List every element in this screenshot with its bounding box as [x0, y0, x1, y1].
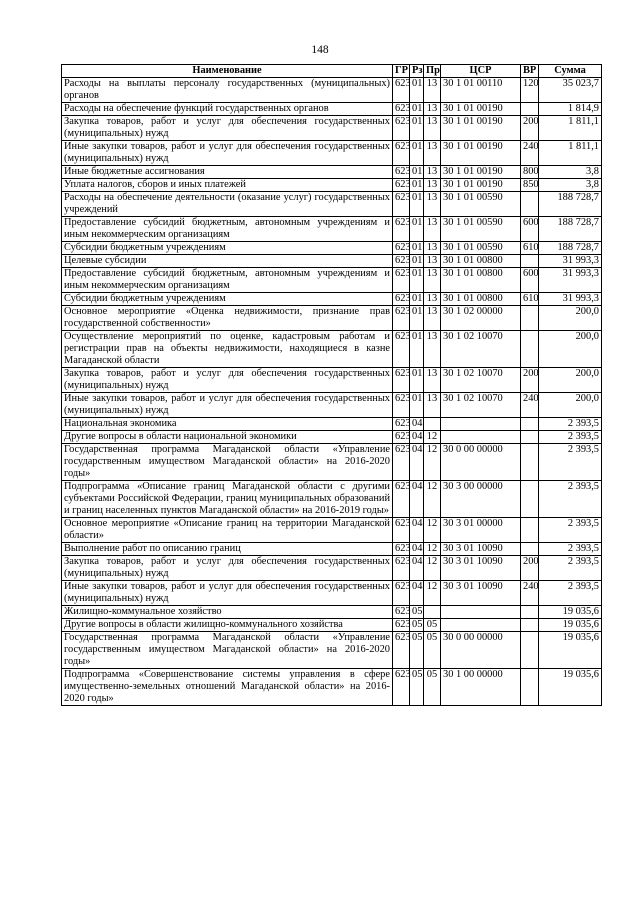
cell-pr: 13 [424, 293, 441, 306]
table-row [62, 268, 602, 293]
cell-pr: 13 [424, 368, 441, 393]
cell-gr: 623 [393, 368, 410, 393]
cell-csr [441, 606, 521, 619]
table-row [62, 669, 602, 706]
cell-rz: 04 [410, 518, 424, 543]
cell-name: Расходы на обеспечение функций государственных органов [62, 103, 393, 116]
cell-csr [441, 619, 521, 632]
cell-vr [521, 192, 539, 217]
page-number: 148 [311, 44, 329, 56]
cell-sum: 2 393,5 [539, 543, 602, 556]
cell-vr [521, 543, 539, 556]
cell-gr: 623 [393, 242, 410, 255]
cell-rz: 01 [410, 78, 424, 103]
cell-rz: 01 [410, 331, 424, 368]
cell-csr: 30 1 00 00000 [441, 669, 521, 706]
cell-vr [521, 418, 539, 431]
cell-gr: 623 [393, 103, 410, 116]
table-row [62, 543, 602, 556]
cell-vr [521, 632, 539, 669]
cell-rz: 01 [410, 179, 424, 192]
cell-sum: 2 393,5 [539, 431, 602, 444]
cell-vr: 240 [521, 581, 539, 606]
cell-name: Субсидии бюджетным учреждениям [62, 242, 393, 255]
cell-sum: 188 728,7 [539, 217, 602, 242]
header-sum: Сумма [539, 65, 602, 78]
cell-pr: 13 [424, 331, 441, 368]
cell-rz: 01 [410, 306, 424, 331]
cell-rz: 05 [410, 619, 424, 632]
cell-csr: 30 1 02 10070 [441, 331, 521, 368]
cell-sum: 2 393,5 [539, 556, 602, 581]
cell-sum: 31 993,3 [539, 268, 602, 293]
cell-rz: 04 [410, 431, 424, 444]
cell-vr: 200 [521, 368, 539, 393]
cell-sum: 1 814,9 [539, 103, 602, 116]
cell-vr: 240 [521, 141, 539, 166]
cell-pr: 12 [424, 481, 441, 518]
table-row [62, 306, 602, 331]
cell-csr: 30 0 00 00000 [441, 444, 521, 481]
table-row [62, 581, 602, 606]
cell-pr: 13 [424, 306, 441, 331]
table-row [62, 293, 602, 306]
cell-rz: 01 [410, 103, 424, 116]
cell-vr [521, 606, 539, 619]
cell-vr: 850 [521, 179, 539, 192]
cell-vr [521, 255, 539, 268]
cell-csr: 30 1 02 10070 [441, 393, 521, 418]
cell-name: Иные закупки товаров, работ и услуг для обеспечения государственных (муниципальных) нужд [62, 393, 393, 418]
table-row [62, 116, 602, 141]
table-row [62, 393, 602, 418]
cell-gr: 623 [393, 141, 410, 166]
cell-vr: 120 [521, 78, 539, 103]
cell-sum: 1 811,1 [539, 141, 602, 166]
cell-csr: 30 1 01 00190 [441, 103, 521, 116]
cell-csr: 30 3 01 10090 [441, 581, 521, 606]
cell-name: Осуществление мероприятий по оценке, кадастровым работам и регистрации прав на объекты недвижимости, находящиеся в казне Магаданской области [62, 331, 393, 368]
table-row [62, 418, 602, 431]
cell-gr: 623 [393, 481, 410, 518]
cell-sum: 2 393,5 [539, 518, 602, 543]
table-row [62, 103, 602, 116]
cell-name: Иные закупки товаров, работ и услуг для обеспечения государственных (муниципальных) нужд [62, 581, 393, 606]
cell-pr [424, 606, 441, 619]
header-csr: ЦСР [441, 65, 521, 78]
cell-name: Жилищно-коммунальное хозяйство [62, 606, 393, 619]
cell-sum: 1 811,1 [539, 116, 602, 141]
cell-gr: 623 [393, 632, 410, 669]
cell-vr: 240 [521, 393, 539, 418]
cell-sum: 2 393,5 [539, 418, 602, 431]
cell-gr: 623 [393, 543, 410, 556]
cell-sum: 200,0 [539, 331, 602, 368]
cell-pr: 05 [424, 619, 441, 632]
table-row [62, 166, 602, 179]
cell-csr: 30 1 01 00590 [441, 242, 521, 255]
cell-name: Подпрограмма «Описание границ Магаданской области с другими субъектами Российской Федерации, границ муниципальных образований и границ населенных пунктов Магаданской области» на 2016-2019 годы» [62, 481, 393, 518]
cell-pr: 13 [424, 255, 441, 268]
cell-csr: 30 1 01 00190 [441, 116, 521, 141]
cell-csr: 30 1 01 00590 [441, 217, 521, 242]
cell-name: Иные закупки товаров, работ и услуг для обеспечения государственных (муниципальных) нужд [62, 141, 393, 166]
budget-table [61, 64, 602, 706]
cell-pr: 12 [424, 431, 441, 444]
cell-name: Предоставление субсидий бюджетным, автономным учреждениям и иным некоммерческим организациям [62, 217, 393, 242]
cell-gr: 623 [393, 166, 410, 179]
cell-name: Расходы на обеспечение деятельности (оказание услуг) государственных учреждений [62, 192, 393, 217]
cell-rz: 04 [410, 444, 424, 481]
table-row [62, 217, 602, 242]
table-body [62, 78, 602, 706]
table-row [62, 444, 602, 481]
cell-gr: 623 [393, 306, 410, 331]
header-vr: ВР [521, 65, 539, 78]
cell-vr [521, 669, 539, 706]
cell-rz: 01 [410, 368, 424, 393]
cell-rz: 01 [410, 393, 424, 418]
cell-name: Национальная экономика [62, 418, 393, 431]
cell-csr: 30 1 01 00800 [441, 255, 521, 268]
cell-gr: 623 [393, 255, 410, 268]
table-row [62, 368, 602, 393]
table-row [62, 242, 602, 255]
cell-sum: 188 728,7 [539, 192, 602, 217]
cell-csr [441, 418, 521, 431]
cell-csr: 30 1 02 10070 [441, 368, 521, 393]
cell-name: Расходы на выплаты персоналу государственных (муниципальных) органов [62, 78, 393, 103]
cell-rz: 05 [410, 669, 424, 706]
cell-sum: 188 728,7 [539, 242, 602, 255]
cell-name: Закупка товаров, работ и услуг для обеспечения государственных (муниципальных) нужд [62, 556, 393, 581]
cell-csr: 30 1 01 00590 [441, 192, 521, 217]
cell-pr: 12 [424, 518, 441, 543]
cell-sum: 19 035,6 [539, 669, 602, 706]
table-row [62, 255, 602, 268]
header-rz: Рз [410, 65, 424, 78]
table-row [62, 556, 602, 581]
cell-name: Целевые субсидии [62, 255, 393, 268]
cell-vr: 610 [521, 242, 539, 255]
cell-csr: 30 1 01 00110 [441, 78, 521, 103]
cell-rz: 01 [410, 242, 424, 255]
table-row [62, 331, 602, 368]
cell-name: Другие вопросы в области жилищно-коммунального хозяйства [62, 619, 393, 632]
table-row [62, 141, 602, 166]
cell-name: Выполнение работ по описанию границ [62, 543, 393, 556]
cell-vr [521, 103, 539, 116]
cell-rz: 01 [410, 255, 424, 268]
cell-name: Другие вопросы в области национальной экономики [62, 431, 393, 444]
cell-gr: 623 [393, 78, 410, 103]
cell-pr: 12 [424, 444, 441, 481]
header-name: Наименование [62, 65, 393, 78]
cell-name: Основное мероприятие «Оценка недвижимости, признание прав государственной собственности» [62, 306, 393, 331]
header-pr: Пр [424, 65, 441, 78]
cell-csr: 30 3 01 10090 [441, 543, 521, 556]
cell-gr: 623 [393, 619, 410, 632]
cell-rz: 04 [410, 543, 424, 556]
cell-rz: 05 [410, 632, 424, 669]
cell-pr: 05 [424, 632, 441, 669]
cell-name: Закупка товаров, работ и услуг для обеспечения государственных (муниципальных) нужд [62, 116, 393, 141]
cell-sum: 31 993,3 [539, 255, 602, 268]
cell-vr: 610 [521, 293, 539, 306]
cell-pr [424, 418, 441, 431]
cell-pr: 13 [424, 393, 441, 418]
cell-pr: 13 [424, 141, 441, 166]
cell-sum: 35 023,7 [539, 78, 602, 103]
cell-gr: 623 [393, 606, 410, 619]
cell-pr: 13 [424, 179, 441, 192]
cell-sum: 2 393,5 [539, 481, 602, 518]
cell-gr: 623 [393, 669, 410, 706]
cell-csr [441, 431, 521, 444]
cell-csr: 30 3 01 10090 [441, 556, 521, 581]
cell-sum: 3,8 [539, 166, 602, 179]
cell-gr: 623 [393, 331, 410, 368]
cell-vr: 200 [521, 116, 539, 141]
cell-gr: 623 [393, 268, 410, 293]
cell-rz: 04 [410, 556, 424, 581]
cell-vr: 200 [521, 556, 539, 581]
table-row [62, 632, 602, 669]
cell-gr: 623 [393, 431, 410, 444]
cell-vr [521, 444, 539, 481]
cell-pr: 13 [424, 78, 441, 103]
cell-gr: 623 [393, 556, 410, 581]
cell-name: Предоставление субсидий бюджетным, автономным учреждениям и иным некоммерческим организациям [62, 268, 393, 293]
cell-csr: 30 3 01 00000 [441, 518, 521, 543]
cell-rz: 01 [410, 293, 424, 306]
cell-vr [521, 431, 539, 444]
cell-vr [521, 306, 539, 331]
cell-vr: 800 [521, 166, 539, 179]
cell-vr [521, 619, 539, 632]
cell-pr: 12 [424, 543, 441, 556]
cell-csr: 30 1 01 00190 [441, 166, 521, 179]
cell-csr: 30 1 01 00190 [441, 179, 521, 192]
cell-name: Субсидии бюджетным учреждениям [62, 293, 393, 306]
cell-sum: 2 393,5 [539, 444, 602, 481]
cell-sum: 31 993,3 [539, 293, 602, 306]
cell-name: Уплата налогов, сборов и иных платежей [62, 179, 393, 192]
table-row [62, 431, 602, 444]
cell-csr: 30 3 00 00000 [441, 481, 521, 518]
cell-gr: 623 [393, 393, 410, 418]
cell-rz: 01 [410, 268, 424, 293]
cell-gr: 623 [393, 581, 410, 606]
cell-vr: 600 [521, 268, 539, 293]
cell-sum: 200,0 [539, 306, 602, 331]
cell-csr: 30 1 01 00800 [441, 293, 521, 306]
cell-gr: 623 [393, 116, 410, 141]
cell-rz: 01 [410, 141, 424, 166]
cell-rz: 04 [410, 581, 424, 606]
cell-sum: 19 035,6 [539, 619, 602, 632]
table-row [62, 518, 602, 543]
table-row [62, 179, 602, 192]
cell-vr [521, 331, 539, 368]
cell-rz: 01 [410, 217, 424, 242]
cell-pr: 13 [424, 242, 441, 255]
cell-gr: 623 [393, 192, 410, 217]
cell-rz: 04 [410, 418, 424, 431]
table-row [62, 481, 602, 518]
cell-pr: 12 [424, 581, 441, 606]
cell-pr: 13 [424, 217, 441, 242]
cell-name: Государственная программа Магаданской области «Управление государственным имуществом Магаданской области» на 2016-2020 годы» [62, 632, 393, 669]
cell-rz: 01 [410, 166, 424, 179]
cell-vr [521, 518, 539, 543]
table-row [62, 619, 602, 632]
cell-sum: 19 035,6 [539, 606, 602, 619]
cell-csr: 30 1 02 00000 [441, 306, 521, 331]
cell-gr: 623 [393, 418, 410, 431]
cell-gr: 623 [393, 217, 410, 242]
cell-name: Подпрограмма «Совершенствование системы управления в сфере имущественно-земельных отношений Магаданской области» на 2016-2020 годы» [62, 669, 393, 706]
cell-sum: 19 035,6 [539, 632, 602, 669]
cell-sum: 200,0 [539, 393, 602, 418]
cell-csr: 30 1 01 00800 [441, 268, 521, 293]
cell-csr: 30 0 00 00000 [441, 632, 521, 669]
cell-gr: 623 [393, 444, 410, 481]
cell-sum: 3,8 [539, 179, 602, 192]
cell-pr: 13 [424, 103, 441, 116]
cell-rz: 01 [410, 116, 424, 141]
cell-pr: 12 [424, 556, 441, 581]
cell-gr: 623 [393, 518, 410, 543]
cell-csr: 30 1 01 00190 [441, 141, 521, 166]
cell-vr: 600 [521, 217, 539, 242]
cell-name: Основное мероприятие «Описание границ на территории Магаданской области» [62, 518, 393, 543]
header-gr: ГР [393, 65, 410, 78]
table-row [62, 606, 602, 619]
cell-pr: 13 [424, 166, 441, 179]
cell-rz: 01 [410, 192, 424, 217]
cell-rz: 04 [410, 481, 424, 518]
cell-sum: 200,0 [539, 368, 602, 393]
table-row [62, 78, 602, 103]
cell-vr [521, 481, 539, 518]
table-header-row [62, 65, 602, 78]
cell-pr: 05 [424, 669, 441, 706]
cell-rz: 05 [410, 606, 424, 619]
table-row [62, 192, 602, 217]
cell-gr: 623 [393, 293, 410, 306]
cell-pr: 13 [424, 192, 441, 217]
cell-pr: 13 [424, 116, 441, 141]
cell-sum: 2 393,5 [539, 581, 602, 606]
cell-name: Закупка товаров, работ и услуг для обеспечения государственных (муниципальных) нужд [62, 368, 393, 393]
cell-gr: 623 [393, 179, 410, 192]
cell-name: Иные бюджетные ассигнования [62, 166, 393, 179]
cell-pr: 13 [424, 268, 441, 293]
cell-name: Государственная программа Магаданской области «Управление государственным имуществом Магаданской области» на 2016-2020 годы» [62, 444, 393, 481]
